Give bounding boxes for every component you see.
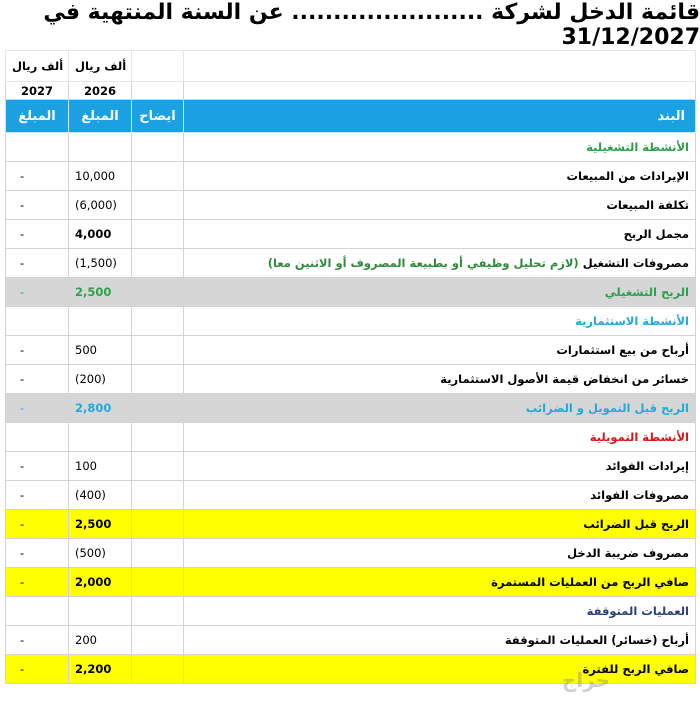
year-row <box>6 82 696 100</box>
unit-2026: ألف ريال <box>69 51 132 82</box>
table-row: - 200 أرباح (خسائر) العمليات المتوقفة <box>6 626 696 655</box>
watermark-logo: حراج <box>561 668 610 692</box>
year-2026: 2026 <box>69 82 132 100</box>
table-header <box>6 100 696 133</box>
table-row: - (6,000) تكلفة المبيعات <box>6 191 696 220</box>
row-note-text: (لازم تحليل وظيفي أو بطبيعة المصروف أو الاثنين معا) <box>267 256 579 270</box>
header-amount-2026: المبلغ <box>69 100 132 133</box>
header-amount-2027: المبلغ <box>6 100 69 133</box>
unit-2027: ألف ريال <box>6 51 69 82</box>
unit-row <box>6 51 696 82</box>
income-statement-table <box>5 50 696 684</box>
section-row-investing <box>6 307 696 336</box>
section-row-discontinued <box>6 597 696 626</box>
table-row: - (200) خسائر من انخفاض قيمة الأصول الاستثمارية <box>6 365 696 394</box>
section-label: العمليات المتوقفة <box>184 597 696 626</box>
section-row-operating <box>6 133 696 162</box>
section-label: الأنشطة التشغيلية <box>184 133 696 162</box>
page-title: قائمة الدخل لشركة ....................... عن السنة المنتهية في 31/12/2027 <box>43 0 700 50</box>
section-label: الأنشطة التمويلية <box>184 423 696 452</box>
highlight-row: - 2,500 الربح قبل الضرائب <box>6 510 696 539</box>
table-row: - (400) مصروفات الفوائد <box>6 481 696 510</box>
table-row: - 4,000 مجمل الربح <box>6 220 696 249</box>
section-label: الأنشطة الاستثمارية <box>184 307 696 336</box>
highlight-row: - 2,200 صافي الربح للفترة <box>6 655 696 684</box>
subtotal-row: - 2,500 الربح التشغيلي <box>6 278 696 307</box>
table-row: - (1,500) مصروفات التشغيل (لازم تحليل وظيفي أو بطبيعة المصروف أو الاثنين معا) <box>6 249 696 278</box>
highlight-row: - 2,000 صافي الربح من العمليات المستمرة <box>6 568 696 597</box>
table-row: - 100 إيرادات الفوائد <box>6 452 696 481</box>
subtotal-row: - 2,800 الربح قبل التمويل و الضرائب <box>6 394 696 423</box>
table-row: - 10,000 الإيرادات من المبيعات <box>6 162 696 191</box>
header-note: ايضاح <box>132 100 184 133</box>
row-label: مصروفات التشغيل <box>582 256 689 270</box>
header-item: البند <box>184 100 696 133</box>
year-2027: 2027 <box>6 82 69 100</box>
table-row: - 500 أرباح من بيع استثمارات <box>6 336 696 365</box>
section-row-financing <box>6 423 696 452</box>
table-row: - (500) مصروف ضريبة الدخل <box>6 539 696 568</box>
